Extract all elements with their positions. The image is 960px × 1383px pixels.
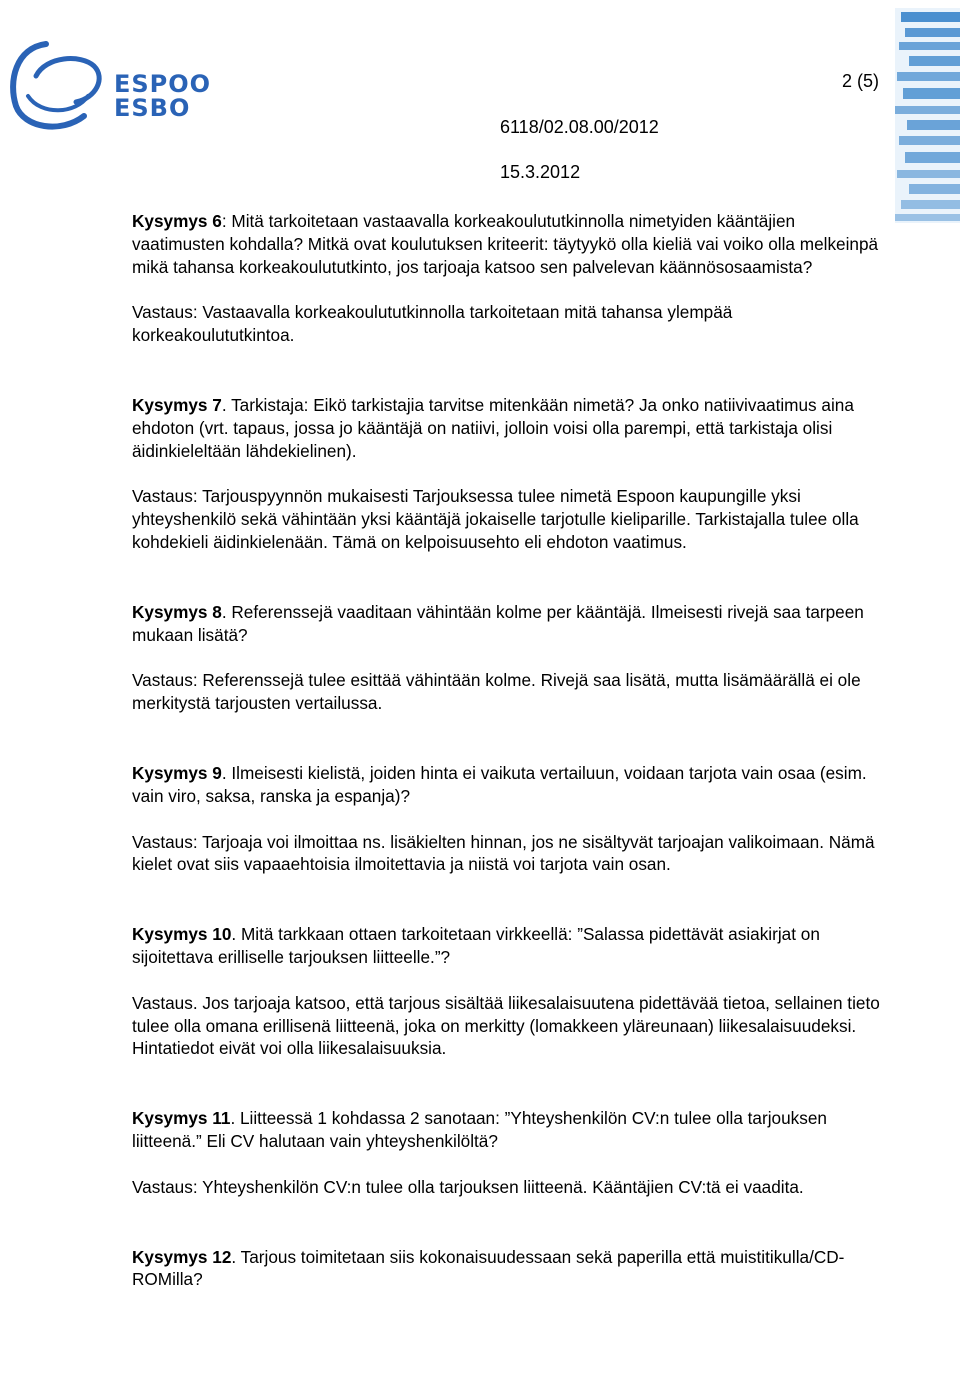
question-text: : Mitä tarkoitetaan vastaavalla korkeakoulututkinnolla nimetyiden kääntäjien vaatimusten kohdalla? Mitkä ovat koulutuksen kriteerit: täytyykö olla kieliä vai voiko olla melkeinpä mikä tahansa korkeakoulututkinto, jos tarjoaja katsoo sen palvelevan käännösosaamista? bbox=[132, 211, 879, 277]
question-9 bbox=[132, 762, 892, 808]
answer-6: Vastaus: Vastaavalla korkeakoulututkinnolla tarkoitetaan mitä tahansa ylempää korkeakoulututkintoa. bbox=[132, 302, 733, 346]
question-label: Kysymys 10 bbox=[132, 924, 232, 945]
question-label: Kysymys 9 bbox=[132, 762, 222, 783]
question-text: . Ilmeisesti kielistä, joiden hinta ei vaikuta vertailuun, voidaan tarjota vain osaa (esim. vain viro, saksa, ranska ja espanja)? bbox=[132, 762, 867, 806]
logo-text-line2: ESBO bbox=[114, 94, 191, 122]
question-7 bbox=[132, 394, 892, 462]
question-text: . Tarkistaja: Eikö tarkistajia tarvitse mitenkään nimetä? Ja onko natiivivaatimus aina ehdoton (vrt. tapaus, jossa jo kääntäjä on natiivi, jolloin voisi olla parempi, että tarkistaja olisi äidinkieleltään lähdekielinen). bbox=[132, 394, 854, 461]
question-text: . Tarjous toimitetaan siis kokonaisuudessaan sekä paperilla että muistitikulla/CD-ROMilla? bbox=[132, 1246, 845, 1290]
espoo-logo-swirl-icon bbox=[6, 36, 116, 136]
answer-8: Vastaus: Referenssejä tulee esittää vähintään kolme. Rivejä saa lisätä, mutta lisämäärällä ei ole merkitystä tarjousten vertailussa. bbox=[132, 670, 861, 714]
question-text: . Referenssejä vaaditaan vähintään kolme per kääntäjä. Ilmeisesti rivejä saa tarpeen mukaan lisätä? bbox=[132, 601, 864, 645]
document-date: 15.3.2012 bbox=[500, 162, 581, 182]
decorative-wave-graphic bbox=[895, 8, 960, 223]
answer-9: Vastaus: Tarjoaja voi ilmoittaa ns. lisäkielten hinnan, jos ne sisältyvät tarjoajan valikoimaan. Nämä kielet ovat siis vapaaehtoisia ilmoitettavia ja niistä voi tarjota vain osan. bbox=[132, 831, 875, 875]
question-label: Kysymys 11 bbox=[132, 1108, 231, 1129]
question-text: . Mitä tarkkaan ottaen tarkoitetaan virkkeellä: ”Salassa pidettävät asiakirjat on sijoitettava erilliselle tarjouksen liitteelle.”? bbox=[132, 924, 820, 967]
question-8 bbox=[132, 601, 892, 647]
question-12 bbox=[132, 1246, 892, 1292]
question-label: Kysymys 8 bbox=[132, 601, 222, 622]
answer-11: Vastaus: Yhteyshenkilön CV:n tulee olla tarjouksen liitteenä. Kääntäjien CV:tä ei vaadita. bbox=[132, 1176, 804, 1197]
espoo-logo bbox=[6, 36, 212, 136]
question-label: Kysymys 6 bbox=[132, 211, 222, 231]
question-label: Kysymys 12 bbox=[132, 1246, 232, 1267]
answer-7: Vastaus: Tarjouspyynnön mukaisesti Tarjouksessa tulee nimetä Espoon kaupungille yksi yhteyshenkilö sekä vähintään yksi kääntäjä jokaiselle tarjotulle kieliparille. Tarkistajalla tulee olla kohdekieli äidinkielenään. Tämä on kelpoisuusehto eli ehdoton vaatimus. bbox=[132, 486, 859, 552]
answer-10: Vastaus. Jos tarjoaja katsoo, että tarjous sisältää liikesalaisuutena pidettävää tietoa, sellainen tieto tulee olla omana erillisenä liitteenä, joka on merkitty (lomakkeen yläreunaan) liikesalaisuudeksi. Hintatiedot eivät voi olla liikesalaisuuksia. bbox=[132, 992, 880, 1059]
document-reference: 6118/02.08.00/2012 bbox=[500, 117, 659, 137]
question-11 bbox=[132, 1107, 892, 1153]
question-label: Kysymys 7 bbox=[132, 394, 222, 415]
logo-text-line1: ESPOO bbox=[114, 70, 212, 98]
question-6 bbox=[132, 210, 892, 278]
question-text: . Liitteessä 1 kohdassa 2 sanotaan: ”Yhteyshenkilön CV:n tulee olla tarjouksen liitteenä.” Eli CV halutaan vain yhteyshenkilöltä? bbox=[132, 1108, 827, 1151]
page-number: 2 (5) bbox=[842, 71, 880, 91]
document-body bbox=[132, 210, 892, 1291]
question-10 bbox=[132, 923, 892, 969]
